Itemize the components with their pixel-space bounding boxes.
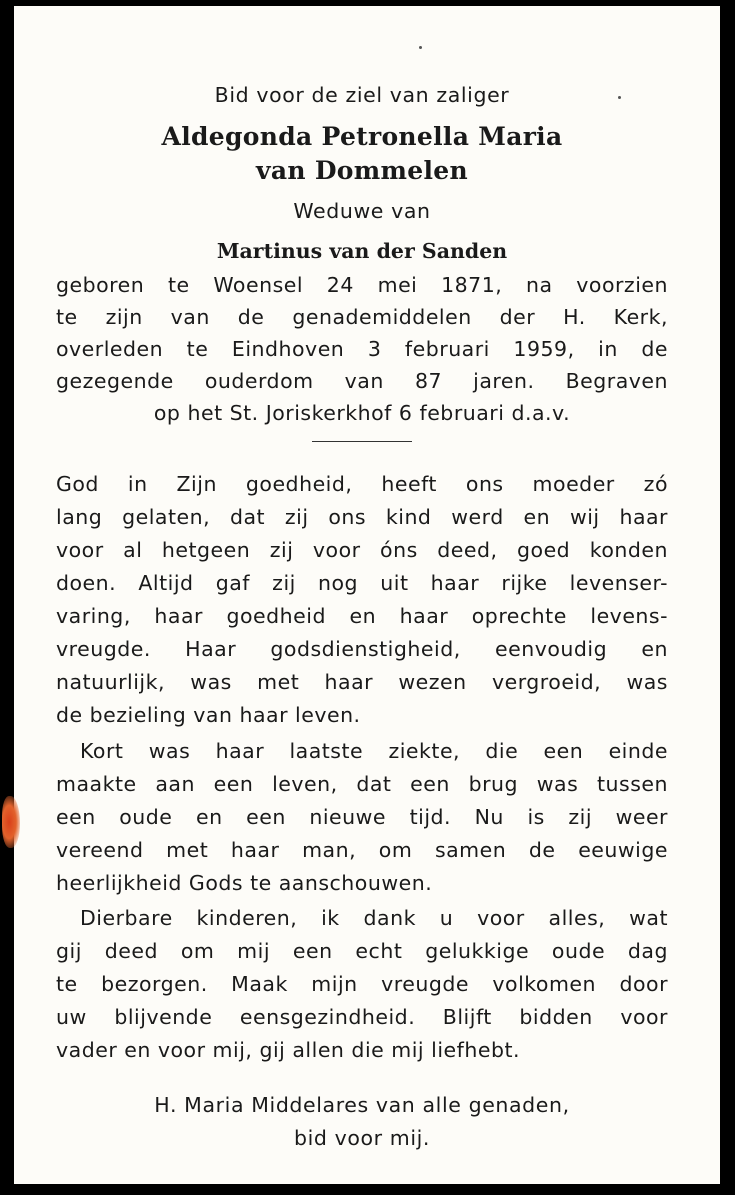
intro-line: Bid voor de ziel van zaliger bbox=[214, 83, 510, 107]
bio-line: overleden te Eindhoven 3 februari 1959, in de bbox=[56, 337, 668, 361]
card-content bbox=[56, 80, 668, 1155]
paragraph-line: heerlijkheid Gods te aanschouwen. bbox=[56, 871, 433, 895]
bio-line: geboren te Woensel 24 mei 1871, na voorzien bbox=[56, 273, 668, 297]
paragraph-line: vader en voor mij, gij allen die mij liefhebt. bbox=[56, 1038, 521, 1062]
paragraph-line: vreugde. Haar godsdienstigheid, eenvoudig en bbox=[56, 637, 668, 661]
paragraph-line: varing, haar goedheid en haar oprechte levens- bbox=[56, 604, 668, 628]
closing-line-2: bid voor mij. bbox=[293, 1126, 431, 1150]
bio-line: op het St. Joriskerkhof 6 februari d.a.v. bbox=[153, 401, 571, 425]
paragraph-1 bbox=[56, 468, 668, 732]
closing-line-1: H. Maria Middelares van alle genaden, bbox=[154, 1093, 570, 1117]
divider-rule bbox=[312, 441, 412, 442]
paragraph-line: lang gelaten, dat zij ons kind werd en wij haar bbox=[56, 505, 668, 529]
spouse-name: Martinus van der Sanden bbox=[216, 239, 508, 263]
paragraph-line: de bezieling van haar leven. bbox=[56, 703, 361, 727]
paragraph-line: natuurlijk, was met haar wezen vergroeid, was bbox=[56, 670, 668, 694]
paragraph-line: te bezorgen. Maak mijn vreugde volkomen door bbox=[56, 972, 668, 996]
widow-of-label: Weduwe van bbox=[293, 199, 431, 223]
closing-prayer bbox=[56, 1089, 668, 1155]
memorial-card bbox=[14, 6, 720, 1184]
deceased-name bbox=[56, 120, 668, 188]
paragraph-3 bbox=[56, 902, 668, 1067]
paragraph-line: vereend met haar man, om samen de eeuwige bbox=[56, 838, 668, 862]
bio-line: gezegende ouderdom van 87 jaren. Begraven bbox=[56, 369, 668, 393]
paragraph-line: gij deed om mij een echt gelukkige oude dag bbox=[56, 939, 668, 963]
paragraph-line: maakte aan een leven, dat een brug was tussen bbox=[56, 772, 668, 796]
paper-stain bbox=[2, 796, 20, 848]
paragraph-line: uw blijvende eensgezindheid. Blijft bidden voor bbox=[56, 1005, 668, 1029]
deceased-name-line-1: Aldegonda Petronella Maria bbox=[161, 122, 563, 151]
paragraph-line: een oude en een nieuwe tijd. Nu is zij weer bbox=[56, 805, 668, 829]
bio-line: te zijn van de genademiddelen der H. Kerk, bbox=[56, 305, 668, 329]
paragraph-line: God in Zijn goedheid, heeft ons moeder zó bbox=[56, 472, 668, 496]
speck bbox=[419, 46, 422, 49]
deceased-name-line-2: van Dommelen bbox=[256, 156, 468, 185]
paragraph-line: Dierbare kinderen, ik dank u voor alles, wat bbox=[80, 906, 668, 930]
biography bbox=[56, 269, 668, 429]
paragraph-line: doen. Altijd gaf zij nog uit haar rijke levenser- bbox=[56, 571, 668, 595]
paragraph-line: voor al hetgeen zij voor óns deed, goed konden bbox=[56, 538, 668, 562]
paragraph-line: Kort was haar laatste ziekte, die een einde bbox=[80, 739, 668, 763]
paragraph-2 bbox=[56, 735, 668, 900]
